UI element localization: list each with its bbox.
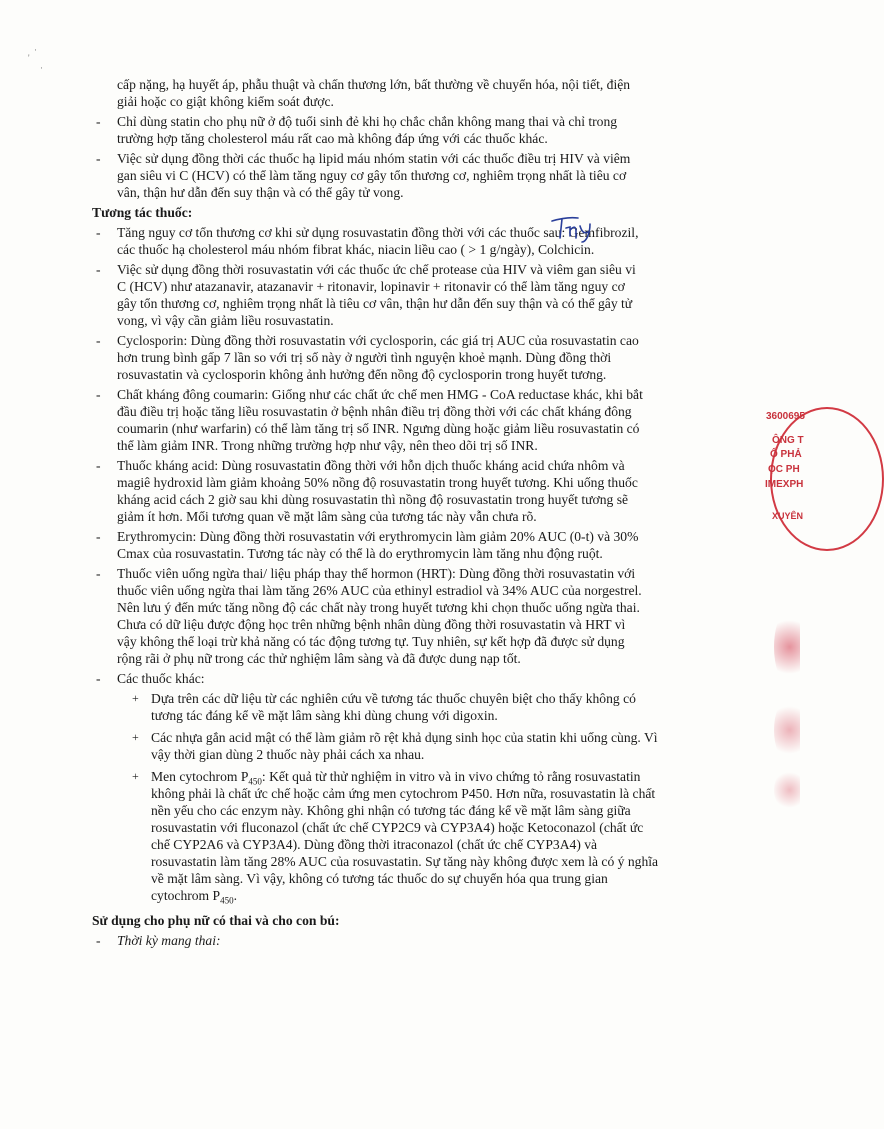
- text-line: Chưa có dữ liệu được động học trên những bệnh nhân dùng đồng thời rosuvastatin và HRT vì: [117, 617, 626, 632]
- plus-bullet: +: [132, 730, 139, 744]
- scan-speckles: · ' ·: [28, 45, 43, 73]
- text-line: kháng acid cách 2 giờ sau khi dùng rosuvastatin thì nồng độ rosuvastatin trong huyết tương sẽ: [117, 492, 629, 507]
- dash-bullet: -: [96, 529, 101, 544]
- list-item: [92, 224, 746, 258]
- text-line: giải hoặc co giật không kiểm soát được.: [117, 94, 334, 109]
- text-line: Chỉ dùng statin cho phụ nữ ở độ tuổi sinh đẻ khi họ chắc chắn không mang thai và chỉ trong: [117, 114, 618, 129]
- text-line: trường hợp tăng cholesterol máu rất cao mà không đáp ứng với các thuốc khác.: [117, 131, 548, 146]
- text-line: hơn trung bình gấp 7 lần so với trị số này ở người tình nguyện khoẻ mạnh. Dùng đồng thời: [117, 350, 612, 365]
- text-line: C (HCV) như atazanavir, atazanavir + ritonavir, lopinavir + ritonavir có thể làm tăng nguy cơ: [117, 279, 625, 294]
- dash-bullet: -: [96, 225, 101, 240]
- text-line: Tăng nguy cơ tổn thương cơ khi sử dụng rosuvastatin đồng thời với các thuốc sau: Gemfibrozil,: [117, 225, 639, 240]
- text-line: Các thuốc khác:: [117, 671, 205, 686]
- text-line: rosuvastatin với fluconazol (chất ức chế CYP2C9 và CYP3A4) hoặc Ketoconazol (chất ức: [151, 820, 644, 835]
- section-heading-pregnancy: Sử dụng cho phụ nữ có thai và cho con bú:: [92, 913, 340, 928]
- text-line: Thuốc viên uống ngừa thai/ liệu pháp thay thế hormon (HRT): Dùng đồng thời rosuvastatin với: [117, 566, 636, 581]
- text-line: magiê hydroxid làm giảm khoảng 50% nồng độ rosuvastatin trong huyết tương. Khi uống thuốc: [117, 475, 638, 490]
- list-item: [92, 457, 746, 525]
- sub-list-item: [114, 690, 746, 724]
- subscript-450: 450: [248, 776, 262, 787]
- document-body: [92, 76, 746, 952]
- text-line: Thuốc kháng acid: Dùng rosuvastatin đồng thời với hỗn dịch thuốc kháng acid chứa nhôm và: [117, 458, 625, 473]
- sub-list-item: [114, 729, 746, 763]
- text-line: vân, thận hư dẫn đến suy thận và có thể gây tử vong.: [117, 185, 404, 200]
- text-line: cấp nặng, hạ huyết áp, phẫu thuật và chấn thương lớn, bất thường về chuyển hóa, nội tiết, điện: [117, 77, 631, 92]
- stamp-text: ỌC PH: [768, 464, 800, 475]
- plus-bullet: +: [132, 691, 139, 705]
- dash-bullet: -: [96, 458, 101, 473]
- text-line: Nên lưu ý đến mức tăng nồng độ các chất này trong huyết tương khi chọn thuốc uống ngừa thai.: [117, 600, 640, 615]
- list-item: [92, 932, 746, 949]
- list-item: [92, 386, 746, 454]
- sub-list-item-cytochrome: [114, 768, 746, 904]
- text-line: nền yếu cho các enzym này. Không ghi nhận có tương tác đáng kể về mặt lâm sàng giữa: [151, 803, 631, 818]
- text-line: [151, 887, 746, 904]
- list-item: [92, 670, 746, 687]
- continued-paragraph: [92, 76, 746, 110]
- text-line: Các nhựa gắn acid mật có thể làm giảm rõ rệt khả dụng sinh học của statin khi uống cùng. Vì: [151, 730, 658, 745]
- section-heading-interactions: Tương tác thuốc:: [92, 205, 193, 220]
- text-line: giảm ít hơn. Mối tương quan về mặt lâm sàng của tương tác này vẫn chưa rõ.: [117, 509, 537, 524]
- text-line: rosuvastatin làm tăng 28% AUC của rosuvastatin. Sự tăng này không được xem là có ý nghĩa: [151, 854, 659, 869]
- text-line: chế CYP2A6 và CYP3A4). Dùng đồng thời itraconazol (chất ức chế CYP3A4) và: [151, 837, 598, 852]
- text-line: đầu điều trị hoặc tăng liều rosuvastatin ở bệnh nhân điều trị đồng thời với các chất kháng đông: [117, 404, 632, 419]
- dash-bullet: -: [96, 387, 101, 402]
- dash-bullet: -: [96, 566, 101, 581]
- dash-bullet: -: [96, 151, 101, 166]
- text-fragment: Men cytochrom P: [151, 769, 249, 784]
- text-line: vậy không thể loại trừ khả năng có tác động tương tự. Tuy nhiên, sự kết hợp đã được sử dụng: [117, 634, 625, 649]
- text-line: rộng rãi ở phụ nữ trong các thử nghiệm lâm sàng và đã được dung nạp tốt.: [117, 651, 521, 666]
- text-line: về mặt lâm sàng. Vì vậy, không có tương tác thuốc do sự chuyển hóa qua trung gian: [151, 871, 608, 886]
- text-line: Cyclosporin: Dùng đồng thời rosuvastatin với cyclosporin, các giá trị AUC của rosuvastatin cao: [117, 333, 639, 348]
- stamp-bleed-mark: [774, 700, 800, 760]
- text-fragment: .: [233, 888, 237, 903]
- stamp-text: IMEXPH: [765, 479, 804, 490]
- dash-bullet: -: [96, 114, 101, 129]
- text-line: tương tác đáng kể về mặt lâm sàng khi dùng chung với digoxin.: [151, 708, 498, 723]
- text-line: Việc sử dụng đồng thời rosuvastatin với các thuốc ức chế protease của HIV và viêm gan siêu vi: [117, 262, 636, 277]
- list-item: [92, 150, 746, 201]
- list-item: [92, 261, 746, 329]
- stamp-text: 3600695: [766, 411, 805, 422]
- text-line: không phải là chất ức chế hoặc cảm ứng men cytochrom P450. Hơn nữa, rosuvastatin là chất: [151, 786, 656, 801]
- text-fragment: : Kết quả từ thử nghiệm in vitro và in vivo chứng tỏ rằng rosuvastatin: [261, 769, 641, 784]
- text-line: vong, vì vậy cần giảm liều rosuvastatin.: [117, 313, 334, 328]
- stamp-text: Ổ PHẢ: [770, 449, 802, 460]
- handwritten-initials: [548, 212, 600, 244]
- plus-bullet: +: [132, 769, 139, 783]
- text-fragment: cytochrom P: [151, 888, 221, 903]
- dash-bullet: -: [96, 933, 101, 948]
- dash-bullet: -: [96, 671, 101, 686]
- text-line: Dựa trên các dữ liệu từ các nghiên cứu về tương tác thuốc chuyên biệt cho thấy không có: [151, 691, 636, 706]
- text-line: gan siêu vi C (HCV) có thể làm tăng nguy cơ gây tổn thương cơ, nghiêm trọng nhất là tiêu cơ: [117, 168, 627, 183]
- subheading-pregnancy-period: Thời kỳ mang thai:: [117, 933, 221, 948]
- list-item: [92, 528, 746, 562]
- text-line: Việc sử dụng đồng thời các thuốc hạ lipid máu nhóm statin với các thuốc điều trị HIV và viêm: [117, 151, 631, 166]
- text-line: coumarin (như warfarin) có thể làm tăng trị số INR. Ngưng dùng hoặc giảm liều rosuvastatin có: [117, 421, 640, 436]
- dash-bullet: -: [96, 262, 101, 277]
- subscript-450: 450: [220, 895, 234, 906]
- dash-bullet: -: [96, 333, 101, 348]
- text-line: Chất kháng đông coumarin: Giống như các chất ức chế men HMG - CoA reductase khác, khi bắt: [117, 387, 643, 402]
- text-line: thuốc viên uống ngừa thai làm tăng 26% AUC của ethinyl estradiol và 34% AUC của norgestrel.: [117, 583, 642, 598]
- company-stamp: [762, 407, 805, 547]
- text-line: thể làm giảm INR. Trong những trường hợp như vậy, nên theo dõi trị số INR.: [117, 438, 538, 453]
- stamp-bleed-mark: [774, 612, 800, 682]
- stamp-text: ÔNG T: [772, 435, 804, 446]
- text-line: gây tổn thương cơ, nghiêm trọng nhất là tiêu cơ vân, thận hư dẫn đến suy thận và có thể gây tử: [117, 296, 633, 311]
- text-line: Cmax của rosuvastatin. Tương tác này có thể là do erythromycin làm tăng nhu động ruột.: [117, 546, 603, 561]
- list-item: [92, 113, 746, 147]
- list-item: [92, 332, 746, 383]
- text-line: Erythromycin: Dùng đồng thời rosuvastatin với erythromycin làm giảm 20% AUC (0-t) và 30%: [117, 529, 639, 544]
- text-line: các thuốc hạ cholesterol máu nhóm fibrat khác, niacin liều cao ( > 1 g/ngày), Colchicin.: [117, 242, 595, 257]
- list-item: [92, 565, 746, 667]
- stamp-bleed-mark: [774, 770, 800, 810]
- text-line: [151, 768, 746, 785]
- text-line: vậy thời gian dùng 2 thuốc này phải cách xa nhau.: [151, 747, 425, 762]
- text-line: rosuvastatin và cyclosporin không ảnh hưởng đến nồng độ cyclosporin trong huyết tương.: [117, 367, 607, 382]
- stamp-text: XUYÊN: [772, 511, 804, 521]
